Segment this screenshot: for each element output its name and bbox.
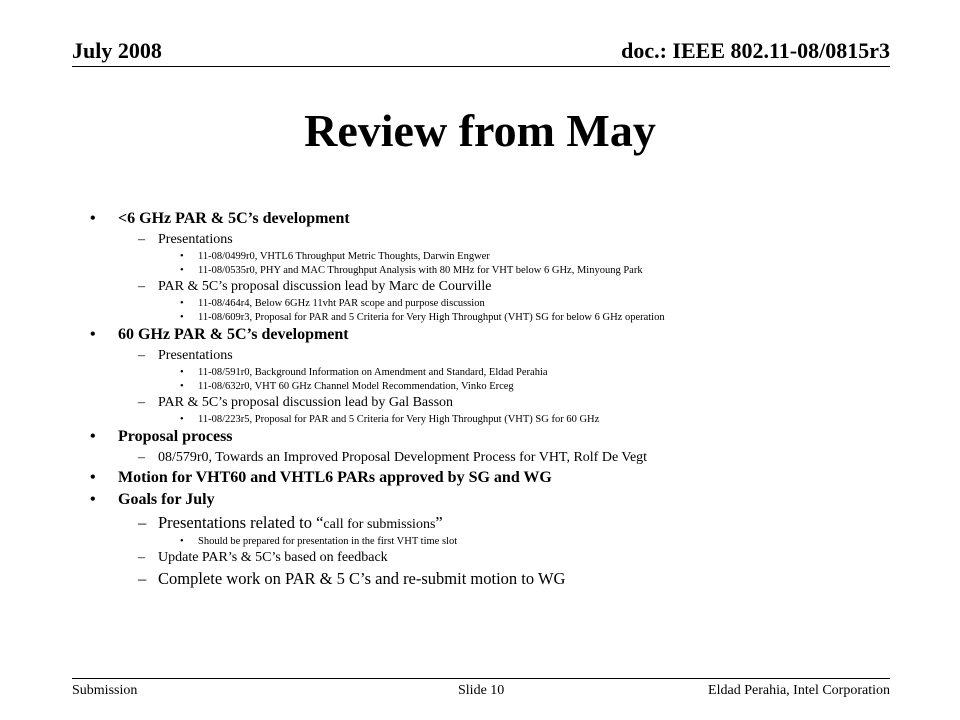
bullet-lvl1 xyxy=(90,326,920,344)
bullet-text: Update PAR’s & 5C’s based on feedback xyxy=(158,550,388,565)
bullet-dot-icon: • xyxy=(180,312,184,323)
bullet-text: Proposal process xyxy=(118,428,233,445)
bullet-dot-icon: • xyxy=(180,381,184,392)
bullet-lvl2 xyxy=(90,450,920,466)
footer-slide-number: Slide 10 xyxy=(458,683,505,698)
bullet-text: 11-08/609r3, Proposal for PAR and 5 Criteria for Very High Throughput (VHT) SG for below 6 GHz operation xyxy=(198,312,665,323)
bullet-lvl2 xyxy=(90,513,920,533)
bullet-text: Presentations related to “ xyxy=(158,513,324,532)
bullet-text: 11-08/591r0, Background Information on Amendment and Standard, Eldad Perahia xyxy=(198,367,548,378)
bullet-lvl2 xyxy=(90,395,920,411)
bullet-lvl2 xyxy=(90,348,920,364)
bullet-text: Complete work on PAR & 5 C’s and re-submit motion to WG xyxy=(158,569,566,588)
bullet-text-small: call for submissions xyxy=(323,517,436,532)
dash-icon: – xyxy=(138,348,145,363)
bullet-dot-icon: • xyxy=(90,326,96,343)
bullet-lvl2 xyxy=(90,279,920,295)
slide-title: Review from May xyxy=(304,105,656,156)
slide-content xyxy=(90,210,920,592)
bullet-lvl3 xyxy=(90,367,920,378)
bullet-dot-icon: • xyxy=(90,469,96,486)
bullet-lvl3 xyxy=(90,251,920,262)
bullet-lvl2 xyxy=(90,550,920,566)
bullet-dot-icon: • xyxy=(90,428,96,445)
header-doc-id: doc.: IEEE 802.11-08/0815r3 xyxy=(621,38,890,63)
bullet-lvl1 xyxy=(90,491,920,509)
footer-author: Eldad Perahia, Intel Corporation xyxy=(708,683,890,698)
bullet-text: 11-08/464r4, Below 6GHz 11vht PAR scope and purpose discussion xyxy=(198,298,485,309)
bullet-dot-icon: • xyxy=(180,251,184,262)
bullet-lvl3 xyxy=(90,298,920,309)
bullet-text: PAR & 5C’s proposal discussion lead by Marc de Courville xyxy=(158,279,492,294)
bullet-lvl1 xyxy=(90,469,920,487)
dash-icon: – xyxy=(138,232,145,247)
bullet-lvl1 xyxy=(90,428,920,446)
bullet-lvl3 xyxy=(90,536,920,547)
bullet-text: Should be prepared for presentation in the first VHT time slot xyxy=(198,536,458,547)
bullet-dot-icon: • xyxy=(180,265,184,276)
bullet-lvl3 xyxy=(90,414,920,425)
bullet-text-end: ” xyxy=(435,513,443,532)
bullet-text: PAR & 5C’s proposal discussion lead by Gal Basson xyxy=(158,395,454,410)
header-date: July 2008 xyxy=(72,38,162,63)
bullet-dot-icon: • xyxy=(90,210,96,227)
bullet-text: 11-08/0499r0, VHTL6 Throughput Metric Thoughts, Darwin Engwer xyxy=(198,251,490,262)
header-rule xyxy=(72,66,890,67)
dash-icon: – xyxy=(138,513,147,532)
dash-icon: – xyxy=(138,395,145,410)
bullet-dot-icon: • xyxy=(180,414,184,425)
bullet-text: 11-08/0535r0, PHY and MAC Throughput Analysis with 80 MHz for VHT below 6 GHz, Minyoung Park xyxy=(198,265,643,276)
bullet-text: <6 GHz PAR & 5C’s development xyxy=(118,210,350,227)
dash-icon: – xyxy=(138,279,145,294)
bullet-text: Goals for July xyxy=(118,491,215,508)
bullet-lvl1 xyxy=(90,210,920,228)
bullet-text: 60 GHz PAR & 5C’s development xyxy=(118,326,349,343)
bullet-text: 08/579r0, Towards an Improved Proposal Development Process for VHT, Rolf De Vegt xyxy=(158,450,648,465)
bullet-text: Motion for VHT60 and VHTL6 PARs approved by SG and WG xyxy=(118,469,552,486)
bullet-dot-icon: • xyxy=(90,491,96,508)
dash-icon: – xyxy=(138,550,145,565)
bullet-lvl2 xyxy=(90,569,920,589)
bullet-dot-icon: • xyxy=(180,298,184,309)
dash-icon: – xyxy=(138,569,147,588)
footer-rule xyxy=(72,678,890,679)
footer-submission: Submission xyxy=(72,683,138,698)
bullet-text: Presentations xyxy=(158,232,233,247)
bullet-lvl3 xyxy=(90,312,920,323)
bullet-text: 11-08/632r0, VHT 60 GHz Channel Model Recommendation, Vinko Erceg xyxy=(198,381,514,392)
bullet-text: 11-08/223r5, Proposal for PAR and 5 Criteria for Very High Throughput (VHT) SG for 60 GHz xyxy=(198,414,600,425)
bullet-lvl2 xyxy=(90,232,920,248)
bullet-lvl3 xyxy=(90,265,920,276)
dash-icon: – xyxy=(138,450,145,465)
bullet-dot-icon: • xyxy=(180,536,184,547)
bullet-text: Presentations xyxy=(158,348,233,363)
bullet-lvl3 xyxy=(90,381,920,392)
bullet-dot-icon: • xyxy=(180,367,184,378)
